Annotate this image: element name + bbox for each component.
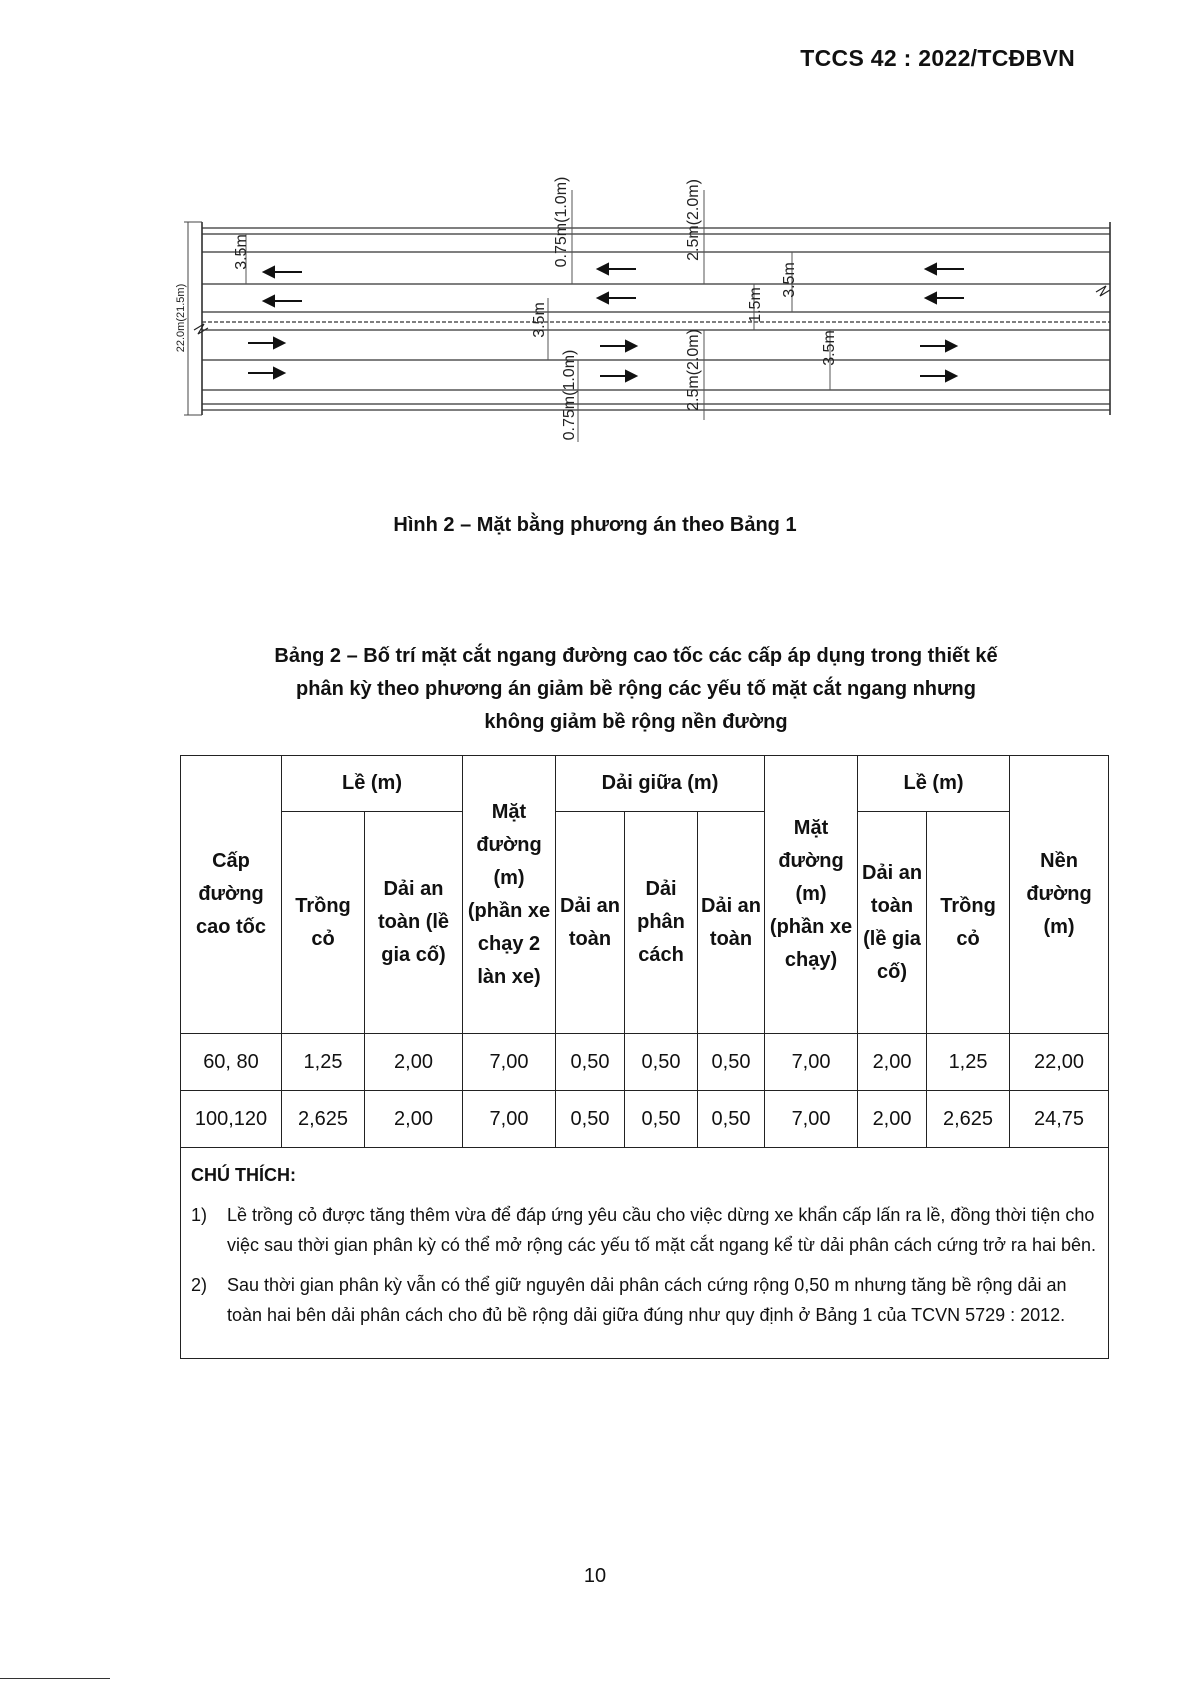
arrows-westbound [264,264,964,306]
header-mat-duong: Mặt đường (m) (phần xe chạy) [765,756,858,1034]
table-cell: 1,25 [927,1034,1010,1091]
header-dai-phan-cach: Dải phân cách [625,812,698,1034]
note-number: 2) [191,1275,208,1295]
header-trong-co-2: Trồng cỏ [927,812,1010,1034]
header-le-right: Lề (m) [858,756,1010,812]
note-text: Lề trồng cỏ được tăng thêm vừa để đáp ứng yêu cầu cho việc dừng xe khẩn cấp lấn ra lề, đồng thời tiện cho việc sau thời gian phân kỳ có thể mở rộng các yếu tố mặt cắt ngang kể từ dải phân cách cứng trở ra hai bên. [227,1205,1096,1255]
header-dai-an-toan-le-2: Dải an toàn (lề gia cố) [858,812,927,1034]
total-width-label: 22.0m(21.5m) [175,283,187,353]
table-cell: 7,00 [463,1034,556,1091]
table-cell: 0,50 [556,1091,625,1148]
note-number: 1) [191,1205,208,1225]
header-le-left: Lề (m) [282,756,463,812]
figure-caption: Hình 2 – Mặt bằng phương án theo Bảng 1 [393,514,797,536]
table-caption-line: Bảng 2 – Bố trí mặt cắt ngang đường cao tốc các cấp áp dụng trong thiết kế [274,645,998,667]
table-cell: 2,00 [858,1091,927,1148]
table-cell: 2,00 [858,1034,927,1091]
median-width-label: 1.5m [747,287,764,323]
table-cell: 0,50 [625,1091,698,1148]
table-cell: 100,120 [181,1091,282,1148]
table-cell: 0,50 [698,1091,765,1148]
note-item [191,1200,1098,1260]
road-plan-figure [175,176,1120,480]
road-plan-drawing [175,176,1120,480]
safety-strip-label-top: 0.75m(1.0m) [553,176,570,268]
cross-section-table [180,755,1109,1359]
notes-title: CHÚ THÍCH: [191,1165,296,1185]
safety-strip-label-bottom: 0.75m(1.0m) [561,349,578,441]
header-nen-duong: Nền đường (m) [1010,756,1109,1034]
table-cell: 2,00 [365,1091,463,1148]
break-mark-left [194,324,208,334]
header-dai-giua: Dải giữa (m) [556,756,765,812]
shoulder-label-top: 2.5m(2.0m) [685,179,702,261]
page-number: 10 [583,1565,607,1587]
table-row [181,1091,1109,1148]
table-cell: 2,625 [927,1091,1010,1148]
notes-cell [181,1148,1109,1359]
table-cell: 7,00 [765,1091,858,1148]
table-cell: 7,00 [463,1091,556,1148]
table-cell: 24,75 [1010,1091,1109,1148]
break-mark-right [1096,286,1110,296]
lane-width-label-left: 3.5m [233,234,250,270]
header-trong-co: Trồng cỏ [282,812,365,1034]
table-cell: 60, 80 [181,1034,282,1091]
table-cell: 22,00 [1010,1034,1109,1091]
table-cell: 1,25 [282,1034,365,1091]
header-mat-duong-2lan: Mặt đường (m) (phần xe chạy 2 làn xe) [463,756,556,1034]
note-text: Sau thời gian phân kỳ vẫn có thể giữ nguyên dải phân cách cứng rộng 0,50 m nhưng tăng bề rộng dải an toàn hai bên dải phân cách cho đủ bề rộng dải giữa đúng như quy định ở Bảng 1 của TCVN 5729 : 2012. [227,1275,1067,1325]
header-dai-an-toan-2: Dải an toàn [698,812,765,1034]
lane-width-label-mid-bottom: 3.5m [531,302,548,338]
shoulder-label-bottom: 2.5m(2.0m) [685,329,702,411]
header-dai-an-toan: Dải an toàn [556,812,625,1034]
header-cap-duong: Cấp đường cao tốc [181,756,282,1034]
table-cell: 2,00 [365,1034,463,1091]
table-caption-line: phân kỳ theo phương án giảm bề rộng các yếu tố mặt cắt ngang nhưng [296,678,976,700]
note-item [191,1270,1098,1330]
table-cell: 2,625 [282,1091,365,1148]
table-caption-line: không giảm bề rộng nền đường [484,711,788,733]
table-cell: 0,50 [698,1034,765,1091]
table-caption [230,640,1042,739]
table-cell: 7,00 [765,1034,858,1091]
lane-width-label-right: 3.5m [821,330,838,366]
footer-rule [0,1678,110,1679]
road-lines [202,228,1110,410]
table-cell: 0,50 [556,1034,625,1091]
table-row [181,1034,1109,1091]
lane-width-label-mid-top: 3.5m [781,262,798,298]
document-code: TCCS 42 : 2022/TCĐBVN [800,45,1075,71]
table-cell: 0,50 [625,1034,698,1091]
header-dai-an-toan-le: Dải an toàn (lề gia cố) [365,812,463,1034]
